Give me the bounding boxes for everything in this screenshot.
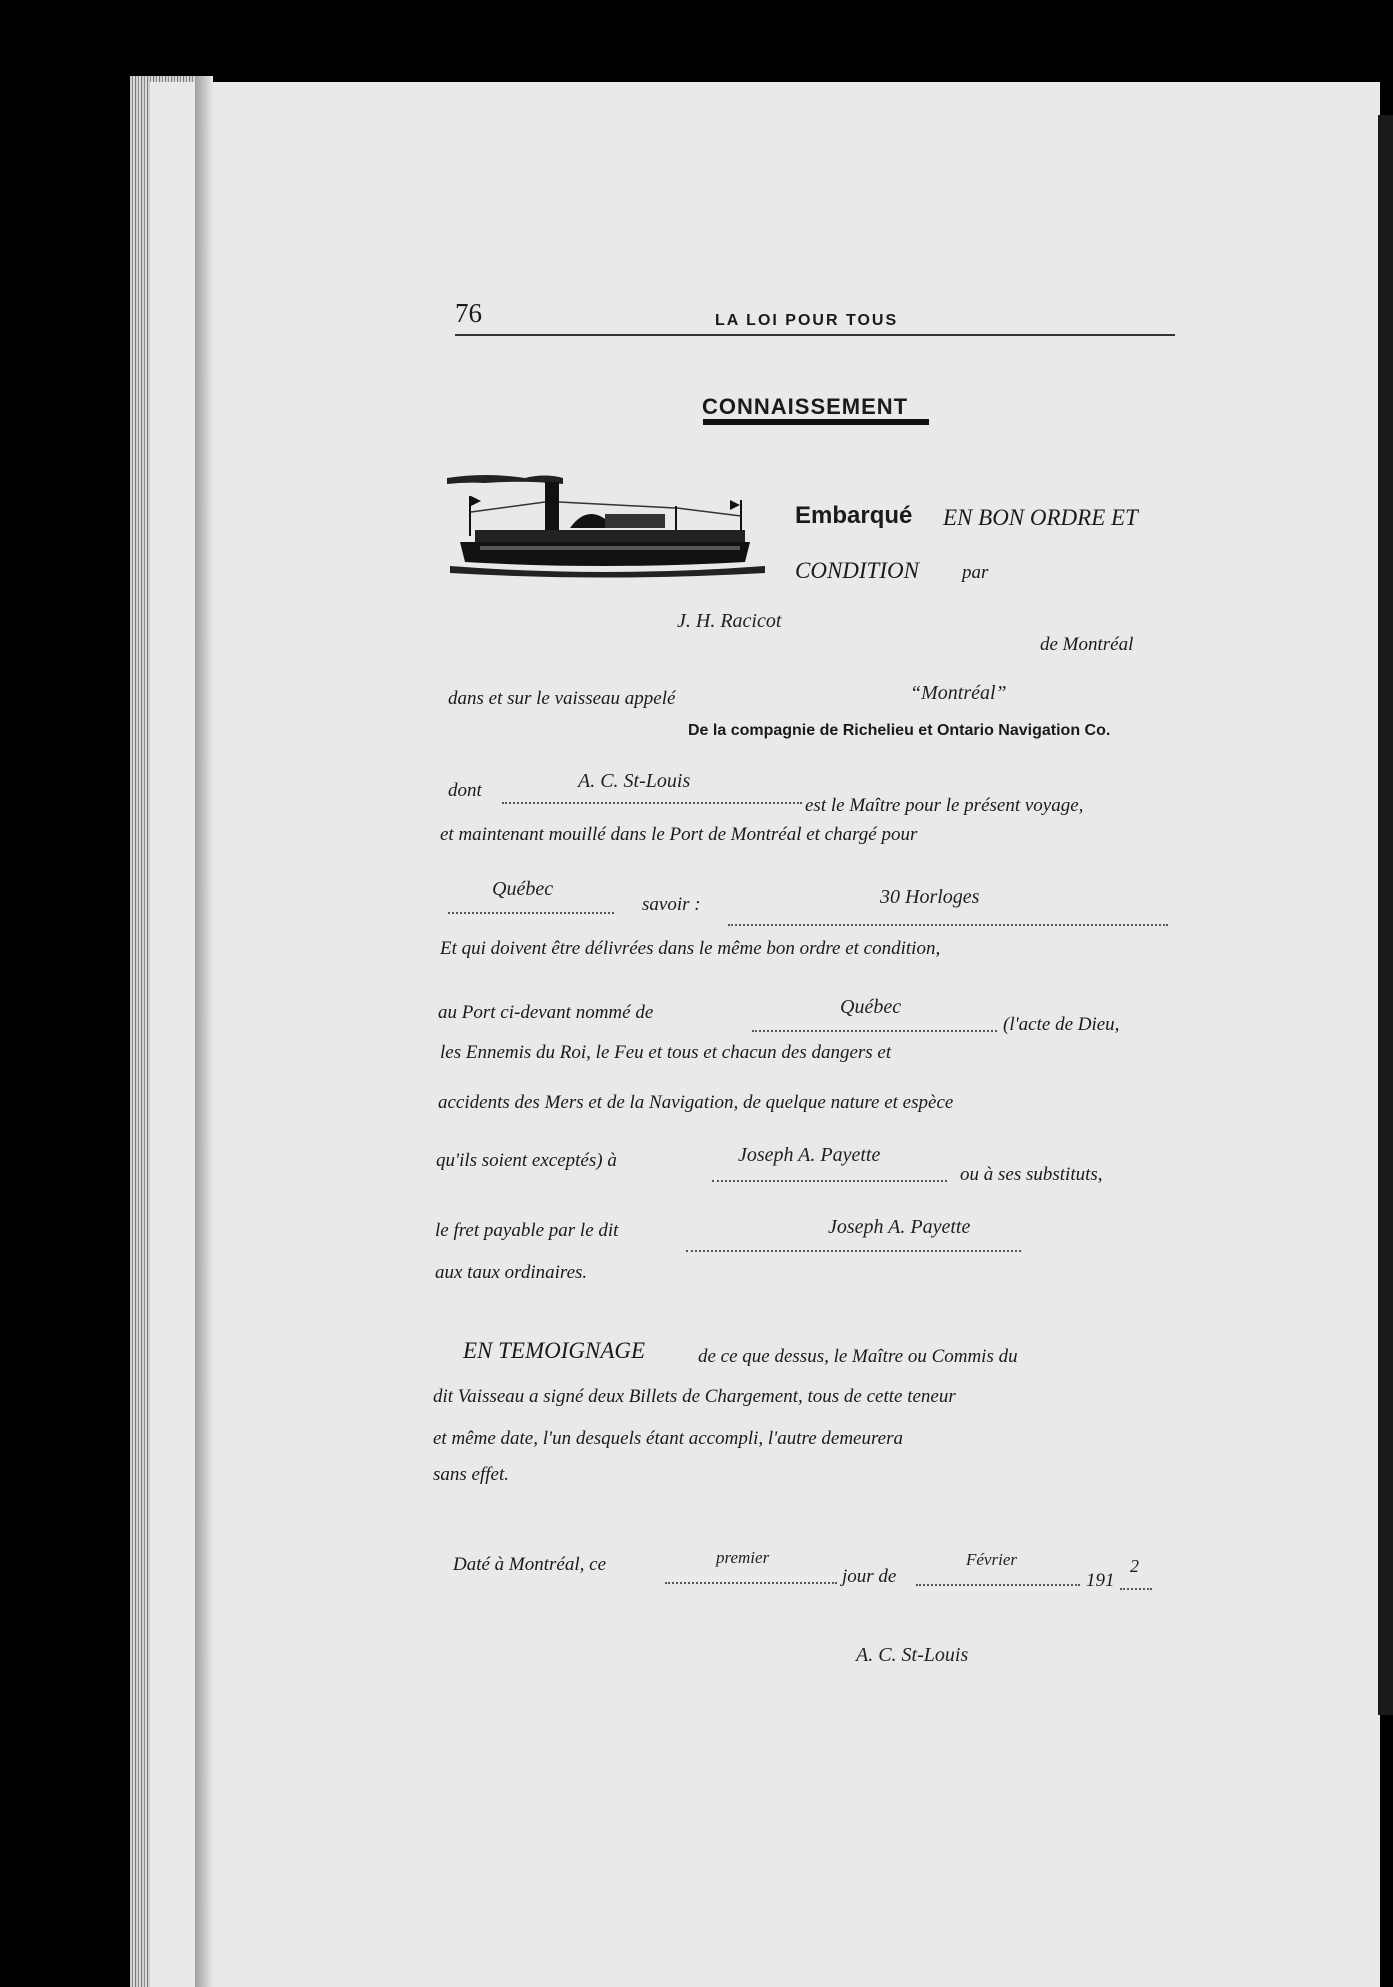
title-underline (703, 419, 929, 425)
header-rule (455, 334, 1175, 336)
port-nomme-text: au Port ci-devant nommé de (438, 1002, 654, 1023)
mouille-line: et maintenant mouillé dans le Port de Montréal et chargé pour (440, 824, 918, 845)
consignee-name: Joseph A. Payette (738, 1144, 881, 1166)
fret-text: le fret payable par le dit (435, 1220, 619, 1241)
destination-blank (448, 912, 614, 914)
taux-text: aux taux ordinaires. (435, 1262, 588, 1283)
bon-ordre-text: EN BON ORDRE ET (943, 505, 1138, 530)
shipper-name: J. H. Racicot (677, 610, 782, 632)
delivrees-line: Et qui doivent être délivrées dans le même bon ordre et condition, (440, 938, 941, 959)
ennemis-line: les Ennemis du Roi, le Feu et tous et chacun des dangers et (440, 1042, 892, 1063)
de-montreal-text: de Montréal (1040, 634, 1134, 655)
exceptes-text: qu'ils soient exceptés) à (436, 1150, 617, 1171)
dont-text: dont (448, 780, 482, 801)
year-prefix: 191 (1086, 1570, 1115, 1591)
running-title: LA LOI POUR TOUS (715, 312, 899, 329)
port-value: Québec (840, 996, 902, 1018)
signature: A. C. St-Louis (856, 1644, 969, 1666)
steamship-icon (445, 470, 770, 580)
vaisseau-signe-line: dit Vaisseau a signé deux Billets de Chargement, tous de cette teneur (433, 1386, 956, 1407)
meme-date-line: et même date, l'un desquels étant accompli, l'autre demeurera (433, 1428, 903, 1449)
destination-value: Québec (492, 878, 554, 900)
goods-value: 30 Horloges (880, 886, 980, 908)
jour-de-text: jour de (842, 1566, 897, 1587)
master-name: A. C. St-Louis (578, 770, 691, 792)
page-gutter-shadow (195, 76, 213, 1987)
freight-payer-name: Joseph A. Payette (828, 1216, 971, 1238)
par-text: par (962, 562, 989, 583)
vessel-name: “Montréal” (910, 682, 1007, 704)
maitre-text: est le Maître pour le présent voyage, (805, 795, 1084, 816)
date-prefix: Daté à Montréal, ce (453, 1554, 607, 1575)
freight-payer-blank (686, 1250, 1021, 1252)
temoignage-caps: EN TEMOIGNAGE (463, 1338, 646, 1363)
sans-effet-text: sans effet. (433, 1464, 509, 1485)
goods-blank (728, 924, 1168, 926)
year-blank (1120, 1588, 1152, 1590)
document-title: CONNAISSEMENT (702, 394, 909, 419)
year-digit: 2 (1130, 1556, 1139, 1576)
savoir-text: savoir : (642, 894, 701, 915)
company-line: De la compagnie de Richelieu et Ontario Navigation Co. (688, 722, 1111, 739)
day-blank (665, 1582, 837, 1584)
substituts-text: ou à ses substituts, (960, 1164, 1103, 1185)
port-blank (752, 1030, 997, 1032)
acte-dieu-text: (l'acte de Dieu, (1003, 1014, 1120, 1035)
month-blank (916, 1584, 1080, 1586)
vaisseau-label: dans et sur le vaisseau appelé (448, 688, 676, 709)
book-page (150, 82, 1380, 1987)
page-number: 76 (455, 298, 482, 328)
embarque-label: Embarqué (795, 502, 913, 529)
day-value: premier (716, 1548, 770, 1567)
condition-text: CONDITION (795, 558, 919, 583)
temoignage-rest: de ce que dessus, le Maître ou Commis du (698, 1346, 1018, 1367)
master-blank (502, 802, 802, 804)
right-page-edge (1378, 115, 1393, 1715)
month-value: Février (966, 1550, 1017, 1569)
consignee-blank (712, 1180, 947, 1182)
accidents-line: accidents des Mers et de la Navigation, de quelque nature et espèce (438, 1092, 954, 1113)
